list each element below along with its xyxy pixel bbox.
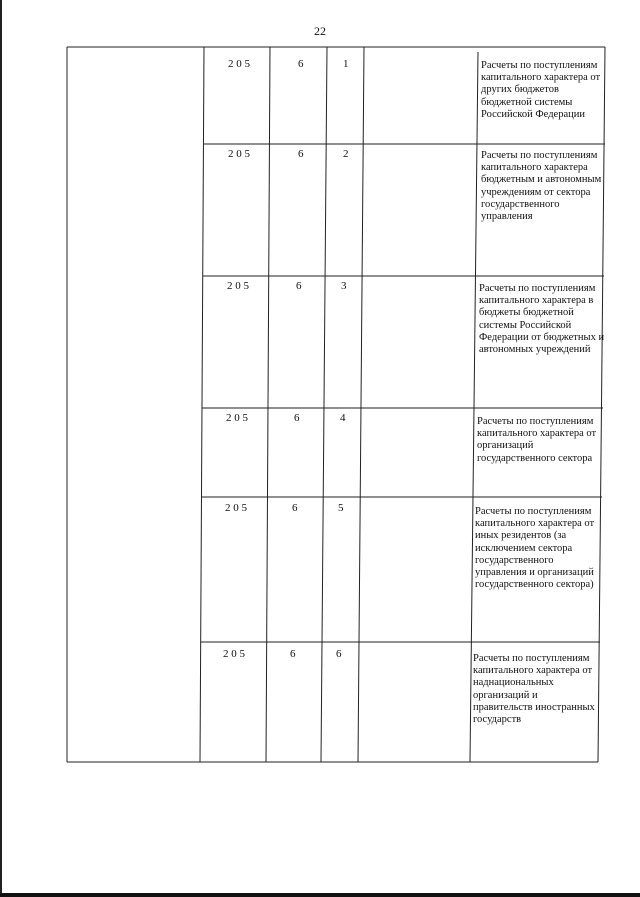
row-5-code: 2 0 5 [225,502,247,514]
row-1-description: Расчеты по поступлениям капитального характера от других бюджетов бюджетной системы Российской Федерации [481,60,601,120]
row-3-item: 3 [341,280,347,292]
row-5-description: Расчеты по поступлениям капитального характера от иных резидентов (за исключением сектора государственного управления и организаций государственного сектора) [475,506,595,591]
row-6-item: 6 [336,648,342,660]
row-6-description: Расчеты по поступлениям капитального характера от наднациональных организаций и правительств иностранных государств [473,653,595,726]
row-2-code: 2 0 5 [228,148,250,160]
row-5-sub: 6 [292,502,298,514]
page-number: 22 [314,24,326,38]
row-6-sub: 6 [290,648,296,660]
column-divider-4 [358,47,364,762]
row-3-code: 2 0 5 [227,280,249,292]
column-divider-2 [266,47,270,762]
row-5-item: 5 [338,502,344,514]
row-4-code: 2 0 5 [226,412,248,424]
row-2-description: Расчеты по поступлениям капитального характера бюджетным и автономным учреждениям от сектора государственного управления [481,150,602,223]
row-4-item: 4 [340,412,346,424]
row-3-description: Расчеты по поступлениям капитального характера в бюджеты бюджетной системы Российской Федерации от бюджетных и автономных учреждений [479,283,605,356]
column-divider-3 [321,47,327,762]
row-2-sub: 6 [298,148,304,160]
row-6-code: 2 0 5 [223,648,245,660]
row-1-code: 2 0 5 [228,58,250,70]
row-4-description: Расчеты по поступлениям капитального характера от организаций государственного сектора [477,416,597,464]
row-4-sub: 6 [294,412,300,424]
row-2-item: 2 [343,148,349,160]
row-1-item: 1 [343,58,349,70]
row-3-sub: 6 [296,280,302,292]
row-1-sub: 6 [298,58,304,70]
column-divider-1 [200,47,204,762]
